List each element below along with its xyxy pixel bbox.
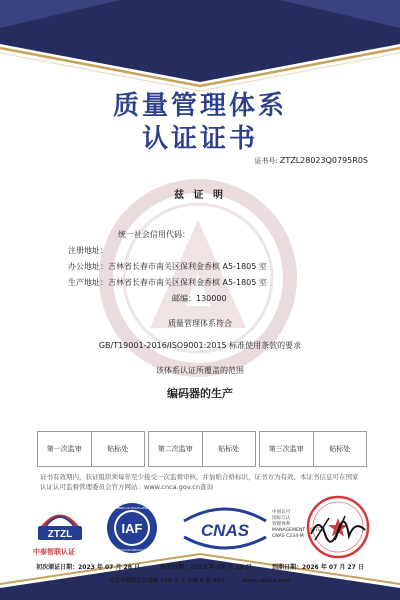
- expiry-value: 2026 年 07 月 27 日: [302, 564, 364, 571]
- cnas-logo: [180, 503, 270, 551]
- cnas-text-line: CNAS C234-M: [272, 534, 304, 539]
- title-line-1: 质量管理体系: [112, 91, 287, 121]
- cnas-text-line: 国际互认: [272, 516, 291, 521]
- cnas-text-line: MANAGEMENT SYSTEM: [272, 528, 325, 533]
- surveillance-label: 第二次监审: [157, 445, 193, 453]
- registered-address-label: 注册地址：: [68, 246, 108, 255]
- cnas-text-line: 管理体系: [272, 522, 291, 527]
- sticker-area: 贴标处: [202, 432, 256, 466]
- postal-code-line: [172, 293, 227, 304]
- iaf-ring-top-text: MEMBER OF MULTILATERAL: [111, 506, 153, 510]
- credit-code-line: [118, 229, 190, 240]
- footer-website: www.ztzlrz.com: [242, 578, 292, 584]
- scope-intro: 该体系认证所覆盖的范围: [156, 366, 244, 375]
- validity-note-line-2: 认证认可监督管理委员会官方网站：www.cnca.gov.cn查询: [40, 483, 213, 491]
- validity-note: [40, 472, 370, 492]
- iaf-ring-bottom-text: RECOGNITION ARRANGEMENT: [109, 548, 155, 552]
- postal-code-label: 邮编：: [172, 294, 196, 303]
- footer-row: [0, 576, 400, 584]
- footer-address: 北京市朝阳区北苑路 170 号 5 号楼 6 层 602: [108, 578, 225, 584]
- credit-code-label: 统一社会信用代码：: [118, 230, 190, 239]
- surveillance-box-1: [37, 431, 145, 467]
- registered-address-line: [68, 245, 108, 256]
- standard-requirement: GB/T19001-2016/ISO9001:2015 标准使用条款的要求: [98, 341, 302, 350]
- surveillance-label: 第三次监审: [268, 445, 304, 453]
- cnas-text-line: 中国认可: [272, 510, 291, 515]
- official-seal: [305, 494, 371, 560]
- issue-date: [160, 564, 252, 571]
- surveillance-label: 第一次监审: [46, 445, 82, 453]
- certify-heading: 兹 证 明: [174, 190, 226, 201]
- expiry-date: [272, 564, 364, 571]
- initial-issue-label: 初次颁证日期：: [36, 564, 79, 571]
- production-address-label: 生产地址：: [68, 278, 108, 287]
- postal-code-value: 130000: [196, 294, 227, 303]
- certified-scope: 编码器的生产: [167, 387, 233, 400]
- iaf-logo: [106, 502, 158, 554]
- ztzl-caption: 中泰智联认证: [33, 548, 75, 556]
- surveillance-box-3: [259, 431, 367, 467]
- expiry-label: 到期日期：: [272, 564, 303, 571]
- initial-issue-date: [36, 564, 140, 571]
- certificate-number-label: 证书号:: [254, 157, 278, 165]
- cnas-logo-text: CNAS: [200, 521, 250, 540]
- office-address-label: 办公地址：: [68, 262, 108, 271]
- issue-value: 2023 年 07 月 28 日: [190, 564, 252, 571]
- validity-note-line-1: 证书有效期内，获证组织须每年至少接受一次监督审核，并加贴合格标识，证书方为有效。本证书信息可在国家: [40, 473, 359, 481]
- initial-issue-value: 2023 年 07 月 28 日: [78, 564, 140, 571]
- title-line-2: 认证证书: [141, 124, 258, 154]
- office-address-value: 吉林省长春市南关区保利金香槟 A5-1805 室: [108, 262, 267, 271]
- conformity-statement: 质量管理体系符合: [168, 319, 232, 328]
- surveillance-box-2: [148, 431, 256, 467]
- certificate-number-value: ZTZL28023Q0795R0S: [279, 156, 368, 165]
- iaf-logo-text: IAF: [121, 521, 143, 536]
- office-address-line: [68, 261, 267, 272]
- dates-row: [0, 562, 400, 571]
- sticker-area: 贴标处: [313, 432, 367, 466]
- issue-label: 签发日期：: [160, 564, 191, 571]
- ztzl-logo: [34, 500, 86, 544]
- production-address-value: 吉林省长春市南关区保利金香槟 A5-1805 室: [108, 278, 267, 287]
- surveillance-boxes: [37, 431, 367, 467]
- certificate-number: [255, 156, 369, 166]
- ztzl-logo-text: ZTZL: [47, 529, 73, 540]
- production-address-line: [68, 277, 267, 288]
- sticker-area: 贴标处: [91, 432, 145, 466]
